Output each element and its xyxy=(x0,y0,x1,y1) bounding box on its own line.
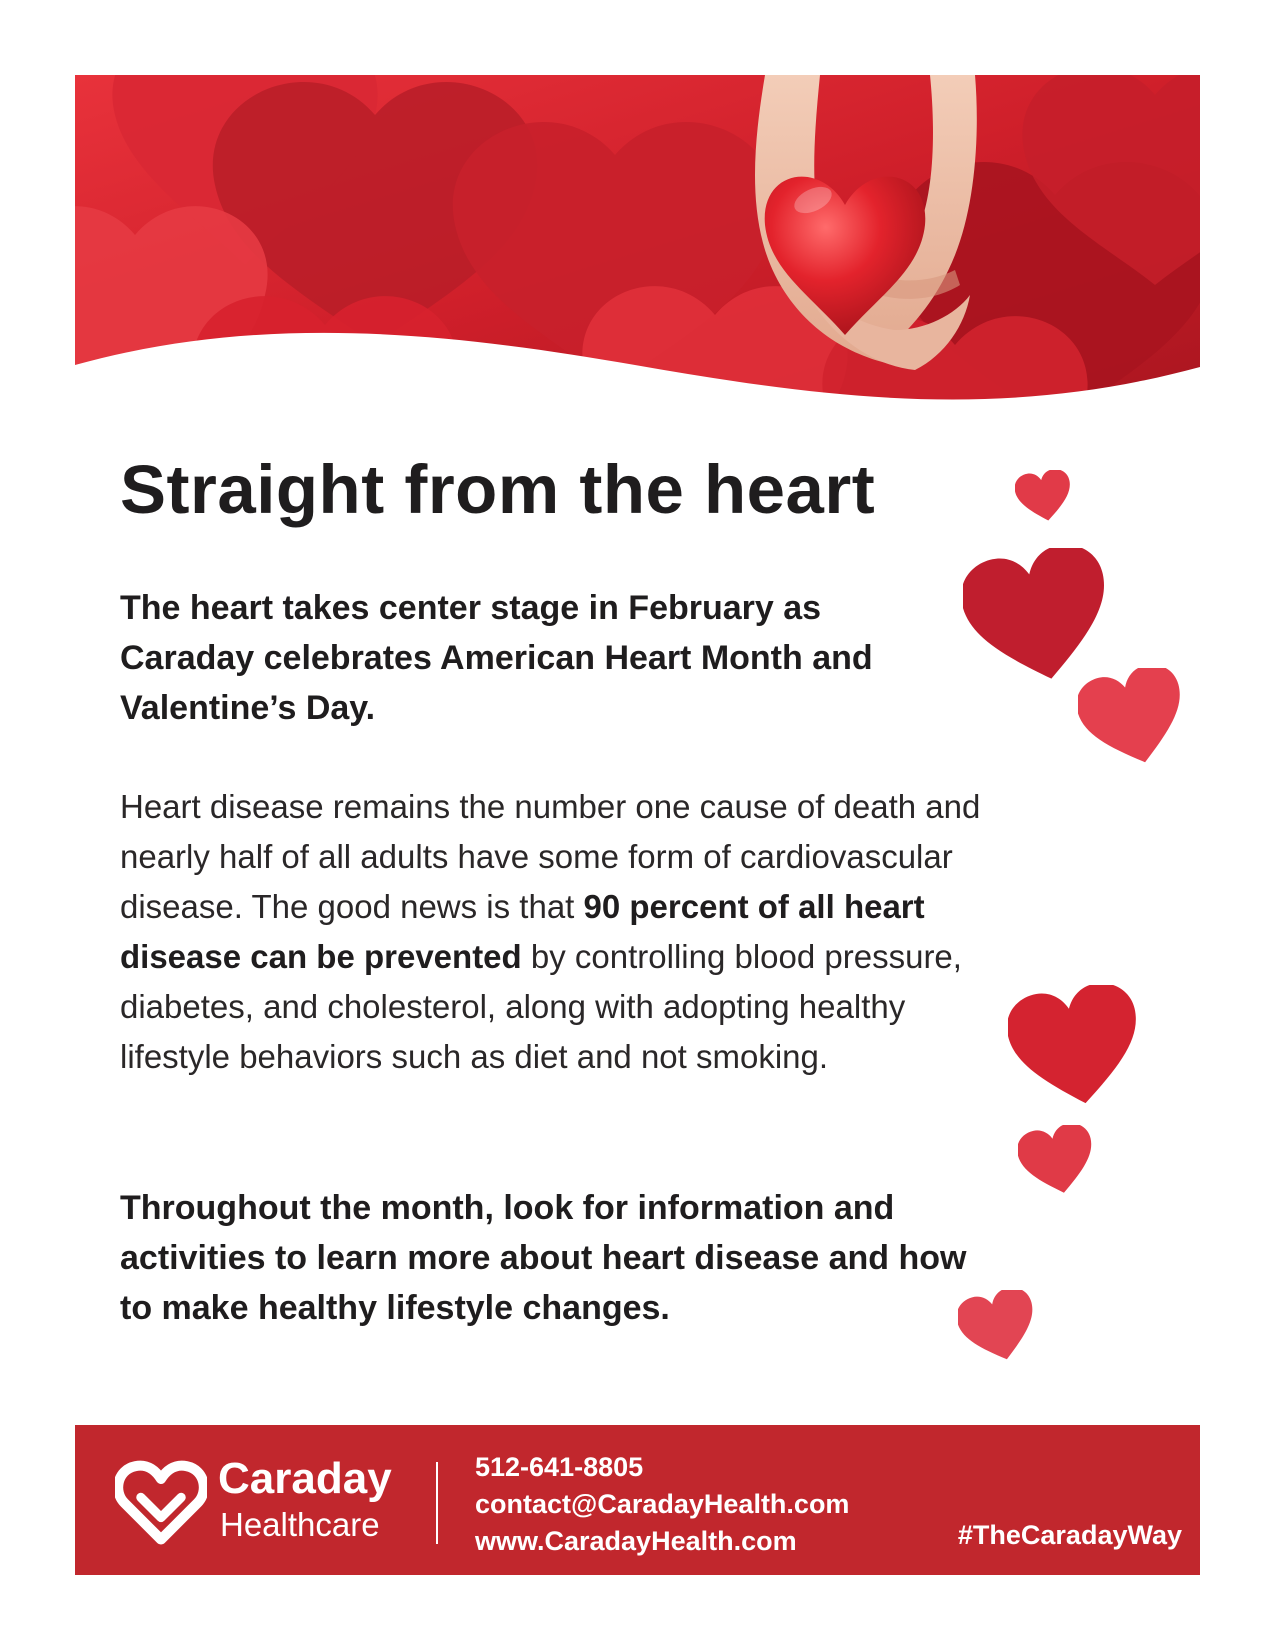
heart-icon xyxy=(1015,470,1073,522)
brand-name: Caraday xyxy=(218,1454,392,1503)
heart-icon xyxy=(958,1290,1038,1362)
website-link[interactable]: www.CaradayHealth.com xyxy=(475,1526,797,1556)
hero-image xyxy=(75,75,1200,423)
contact-info xyxy=(475,1449,849,1560)
phone-number[interactable]: 512-641-8805 xyxy=(475,1452,644,1482)
brand-subtitle: Healthcare xyxy=(220,1506,380,1543)
heart-icon xyxy=(1078,668,1188,766)
footer-bar xyxy=(75,1425,1200,1575)
body-text-part1: Heart disease remains the number one cause of death and nearly half of all adults have some form of cardiovascular disease. The good news is that xyxy=(120,788,981,925)
body-paragraph xyxy=(120,782,1020,1082)
closing-paragraph: Throughout the month, look for information and activities to learn more about heart disease and how to make healthy lifestyle changes. xyxy=(120,1189,967,1327)
page-title: Straight from the heart xyxy=(120,451,876,528)
intro-paragraph: The heart takes center stage in February as Caraday celebrates American Heart Month and Valentine’s Day. xyxy=(120,589,873,727)
heart-icon xyxy=(1018,1125,1096,1195)
footer-divider xyxy=(436,1462,438,1544)
hashtag: #TheCaradayWay xyxy=(957,1520,1182,1550)
body-text-part2: by controlling blood pressure, diabetes, and cholesterol, along with adopting healthy lifestyle behaviors such as diet and not smoking. xyxy=(120,938,962,1075)
email-link[interactable]: contact@CaradayHealth.com xyxy=(475,1489,850,1519)
heart-icon xyxy=(1008,985,1143,1107)
heart-icon xyxy=(963,548,1113,683)
heart-logo-icon xyxy=(115,1457,207,1545)
body-highlight: 90 percent of all heart disease can be prevented xyxy=(120,888,925,975)
